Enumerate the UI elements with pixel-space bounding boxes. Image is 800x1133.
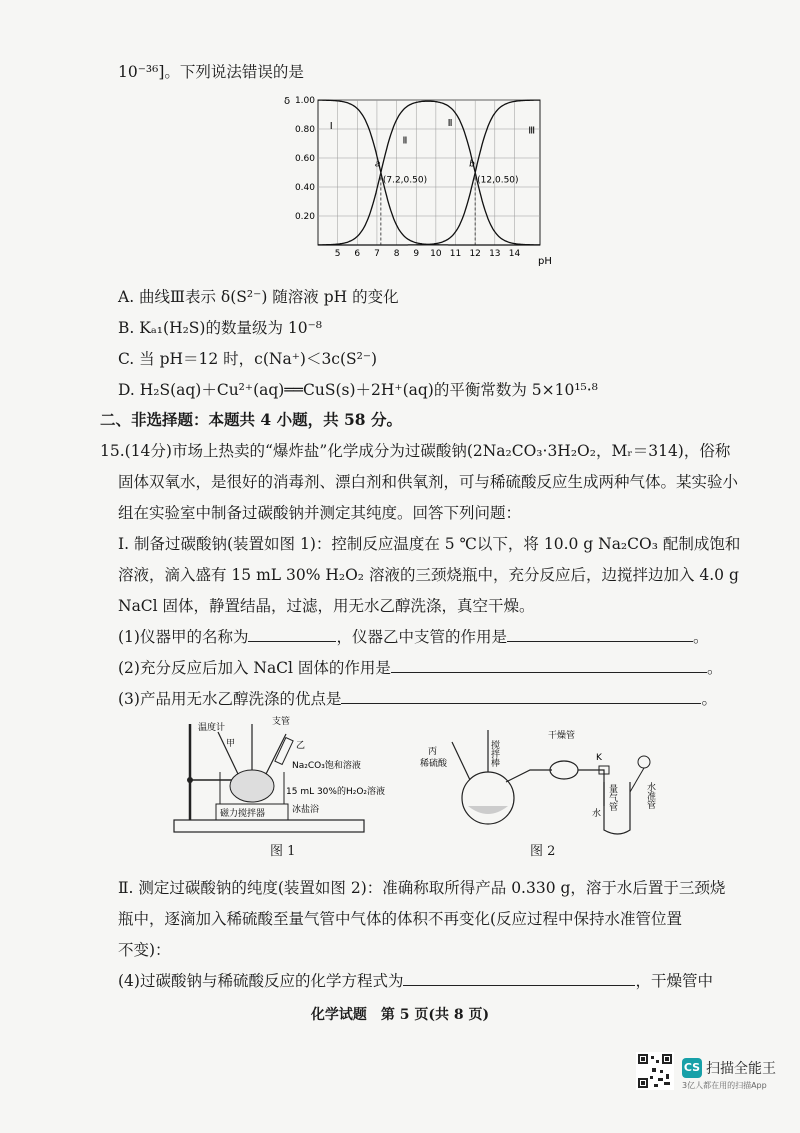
qr-code-icon xyxy=(636,1052,674,1090)
y-axis-label: δ xyxy=(284,96,291,107)
part2-line1: Ⅱ. 测定过碳酸钠的纯度(装置如图 2)：准确称取所得产品 0.330 g，溶于水后置于三颈烧 xyxy=(118,879,726,897)
cs-logo-icon: CS xyxy=(682,1058,702,1078)
brand-name: 扫描全能王 xyxy=(706,1060,776,1077)
x-tick-label: 5 xyxy=(334,249,341,259)
series-label: Ⅰ xyxy=(329,121,333,132)
series-label: Ⅲ xyxy=(528,125,536,137)
part1-line1: Ⅰ. 制备过碳酸钠(装置如图 1)：控制反应温度在 5 ℃以下，将 10.0 g Na₂CO₃ 配制成饱和 xyxy=(118,535,741,553)
x-tick-label: 6 xyxy=(354,249,361,259)
x-tick-label: 12 xyxy=(469,249,481,259)
fig2-bing-label: 丙 xyxy=(428,747,438,757)
q15-line1: 15.(14分)市场上热卖的“爆炸盐”化学成分为过碳酸钠(2Na₂CO₃·3H₂O₂，Mᵣ＝314)，俗称 xyxy=(100,442,731,460)
chart-curves xyxy=(318,100,540,245)
point-label: b xyxy=(469,159,475,170)
figure-1-caption: 图 1 xyxy=(270,844,296,859)
chart-y-tick-labels xyxy=(295,96,315,222)
fig1-na2co3-label: Na₂CO₃饱和溶液 xyxy=(292,761,361,771)
y-tick-label: 0.20 xyxy=(294,212,315,222)
part2-line3: 不变)： xyxy=(118,941,171,959)
chart-grid xyxy=(318,100,540,245)
x-tick-label: 11 xyxy=(449,249,462,259)
option-c: C. 当 pH＝12 时，c(Na⁺)＜3c(S²⁻) xyxy=(118,350,378,368)
chart-x-tick-labels xyxy=(335,249,521,259)
sub-question-3 xyxy=(118,689,717,709)
fig1-h2o2-label: 15 mL 30%的H₂O₂溶液 xyxy=(286,787,386,797)
section-heading: 二、非选择题：本题共 4 小题，共 58 分。 xyxy=(100,410,402,429)
y-tick-label: 0.80 xyxy=(294,125,315,135)
sub1-text-b: ，仪器乙中支管的作用是 xyxy=(336,628,507,646)
fig1-branch-label: 支管 xyxy=(272,717,291,727)
part1-line3: NaCl 固体，静置结晶，过滤，用无水乙醇洗涤，真空干燥。 xyxy=(118,597,535,615)
option-a: A. 曲线Ⅲ表示 δ(S²⁻) 随溶液 pH 的变化 xyxy=(118,288,399,306)
point-annotation: (12,0.50) xyxy=(477,175,519,186)
fig2-leveling-label: 水准管 xyxy=(645,782,655,809)
q15-line3: 组在实验室中制备过碳酸钠并测定其纯度。回答下列问题： xyxy=(118,504,522,522)
y-tick-label: 1.00 xyxy=(294,96,315,106)
curve-1 xyxy=(318,100,540,245)
fig2-burette-label: 量气管 xyxy=(607,784,617,811)
fig2-water-label: 水 xyxy=(592,809,602,819)
curve-2 xyxy=(318,101,540,245)
sub1-text-a: (1)仪器甲的名称为 xyxy=(118,628,249,646)
sub-question-2 xyxy=(118,658,722,678)
fig1-icebath-label: 冰盐浴 xyxy=(292,805,320,815)
part1-line2: 溶液，滴入盛有 15 mL 30% H₂O₂ 溶液的三颈烧瓶中，充分反应后，边搅拌边加入 4.0 g xyxy=(118,566,739,584)
chart-frame xyxy=(318,100,540,245)
answer-blank-1b[interactable] xyxy=(507,627,693,642)
series-label: Ⅱ xyxy=(447,118,453,130)
intro-line: 10⁻³⁶]。下列说法错误的是 xyxy=(118,63,304,81)
y-tick-label: 0.60 xyxy=(294,154,315,164)
sub4-end: ，干燥管中 xyxy=(635,972,713,990)
curve-3 xyxy=(318,100,540,245)
fig2-acid-label: 稀硫酸 xyxy=(420,759,448,769)
sub3-text: (3)产品用无水乙醇洗涤的优点是 xyxy=(118,690,342,708)
option-d: D. H₂S(aq)＋Cu²⁺(aq)══CuS(s)＋2H⁺(aq)的平衡常数为 5×10¹⁵·⁸ xyxy=(118,381,598,399)
sub-question-1 xyxy=(118,627,709,647)
scanner-brand xyxy=(682,1057,776,1091)
x-tick-label: 10 xyxy=(430,249,442,259)
figure-2-caption: 图 2 xyxy=(530,844,556,859)
y-tick-label: 0.40 xyxy=(294,183,315,193)
answer-blank-2[interactable] xyxy=(391,658,707,673)
sub4-text: (4)过碳酸钠与稀硫酸反应的化学方程式为 xyxy=(118,972,404,990)
x-axis-label: pH xyxy=(538,256,552,267)
point-label: a xyxy=(374,159,381,170)
series-label: Ⅱ xyxy=(402,135,408,147)
fig1-thermometer-label: 温度计 xyxy=(198,723,226,733)
fig2-k-label: K xyxy=(596,753,602,763)
sub3-period: 。 xyxy=(701,690,717,708)
sub2-text: (2)充分反应后加入 NaCl 固体的作用是 xyxy=(118,659,391,677)
fig1-jia-label: 甲 xyxy=(226,739,236,749)
answer-blank-4[interactable] xyxy=(403,971,635,986)
x-tick-label: 9 xyxy=(413,249,420,259)
page-footer: 化学试题 第 5 页(共 8 页) xyxy=(310,1007,490,1023)
x-tick-label: 14 xyxy=(508,249,521,259)
sub1-period: 。 xyxy=(692,628,709,646)
answer-blank-3[interactable] xyxy=(341,689,701,704)
x-tick-label: 8 xyxy=(393,249,400,259)
x-tick-label: 13 xyxy=(489,249,501,259)
figure-2-apparatus xyxy=(418,722,668,842)
fig2-stir-label: 搅拌棒 xyxy=(489,740,499,767)
fig1-stirrer-label: 磁力搅拌器 xyxy=(220,809,266,819)
speciation-chart xyxy=(280,88,570,268)
q15-line2: 固体双氧水，是很好的消毒剂、漂白剂和供氧剂，可与稀硫酸反应生成两种气体。某实验小 xyxy=(118,473,739,491)
sub2-period: 。 xyxy=(706,659,723,677)
fig2-drytube-label: 干燥管 xyxy=(548,731,576,741)
part2-line2: 瓶中，逐滴加入稀硫酸至量气管中气体的体积不再变化(反应过程中保持水准管位置 xyxy=(118,910,683,928)
sub-question-4 xyxy=(118,971,713,991)
x-tick-label: 7 xyxy=(374,249,380,259)
point-annotation: (7.2,0.50) xyxy=(382,175,428,186)
option-b: B. Kₐ₁(H₂S)的数量级为 10⁻⁸ xyxy=(118,319,323,337)
fig1-yi-label: 乙 xyxy=(296,741,306,751)
brand-tagline: 3亿人都在用的扫描App xyxy=(682,1080,767,1090)
answer-blank-1a[interactable] xyxy=(248,627,336,642)
figure-1-apparatus xyxy=(168,712,408,862)
